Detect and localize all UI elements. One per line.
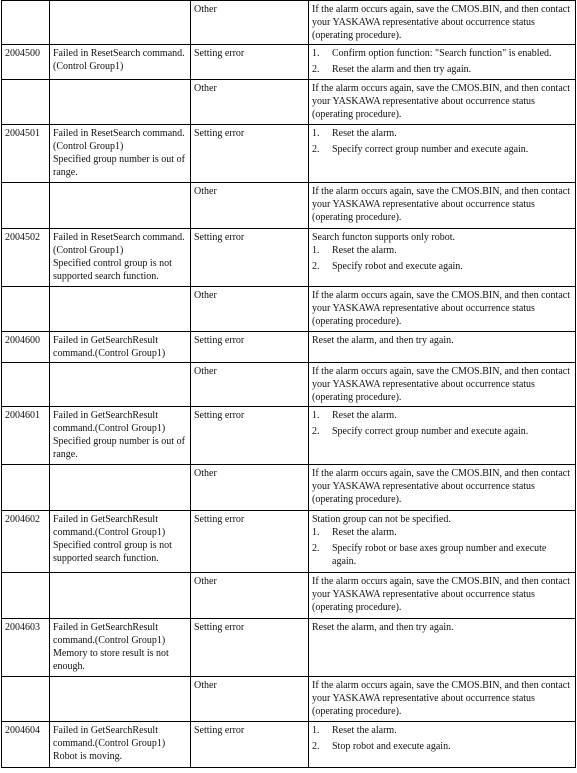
alarm-remedy-cell	[309, 511, 576, 573]
alarm-description-cell	[50, 332, 191, 363]
alarm-cause: Other	[194, 576, 217, 587]
alarm-code-cell	[2, 407, 50, 465]
remedy-step	[312, 724, 572, 737]
alarm-description-line: Robot is moving.	[53, 751, 123, 762]
remedy-step-text: Specify correct group number and execute again.	[332, 144, 529, 155]
table-row	[2, 287, 576, 332]
alarm-code-cell	[2, 619, 50, 677]
alarm-remedy-cell	[309, 677, 576, 722]
alarm-cause: Other	[194, 186, 217, 197]
alarm-table-body	[2, 1, 576, 768]
alarm-remedy-cell	[309, 363, 576, 407]
remedy-step-number: 1.	[312, 48, 320, 59]
alarm-description-cell	[50, 619, 191, 677]
alarm-remedy-cell	[309, 619, 576, 677]
table-row	[2, 125, 576, 183]
alarm-description-line: Specified control group is not supported search function.	[53, 258, 172, 282]
remedy-step-text: Specify correct group number and execute again.	[332, 426, 529, 437]
alarm-code-cell	[2, 465, 50, 511]
table-row	[2, 332, 576, 363]
remedy-step	[312, 47, 572, 60]
alarm-code-cell	[2, 677, 50, 722]
alarm-code: 2004500	[5, 48, 40, 59]
remedy-step-number: 2.	[312, 543, 320, 554]
remedy-steps	[312, 724, 572, 753]
remedy-step-number: 2.	[312, 426, 320, 437]
alarm-description-line: (Control Group1)	[53, 61, 124, 72]
alarm-cause: Other	[194, 366, 217, 377]
alarm-cause: Other	[194, 290, 217, 301]
remedy-step-text: Stop robot and execute again.	[332, 741, 451, 752]
alarm-description-line: Specified control group is not supported search function.	[53, 540, 172, 564]
alarm-description-cell	[50, 677, 191, 722]
alarm-cause-cell	[191, 80, 309, 125]
alarm-description-cell	[50, 407, 191, 465]
alarm-remedy-cell	[309, 573, 576, 619]
alarm-cause: Other	[194, 4, 217, 15]
alarm-description-line: Failed in GetSearchResult command.(Control Group1)	[53, 514, 166, 538]
alarm-cause-cell	[191, 125, 309, 183]
alarm-cause: Other	[194, 468, 217, 479]
alarm-description-cell	[50, 183, 191, 229]
table-row	[2, 511, 576, 573]
alarm-description-line: (Control Group1)	[53, 245, 124, 256]
alarm-code-cell	[2, 332, 50, 363]
alarm-description-cell	[50, 363, 191, 407]
alarm-description-cell	[50, 125, 191, 183]
remedy-text: If the alarm occurs again, save the CMOS.BIN, and then contact your YASKAWA representative about occurrence status (operating procedure).	[312, 4, 570, 41]
remedy-step-number: 1.	[312, 725, 320, 736]
alarm-cause: Setting error	[194, 725, 245, 736]
remedy-intro: Station group can not be specified.	[312, 514, 451, 525]
alarm-cause-cell	[191, 183, 309, 229]
remedy-step-text: Reset the alarm.	[332, 410, 397, 421]
remedy-step	[312, 425, 572, 438]
remedy-steps	[312, 244, 572, 273]
alarm-description-cell	[50, 465, 191, 511]
table-row	[2, 363, 576, 407]
alarm-code-cell	[2, 1, 50, 45]
remedy-steps	[312, 127, 572, 156]
table-row	[2, 619, 576, 677]
table-row	[2, 465, 576, 511]
alarm-description-cell	[50, 722, 191, 768]
alarm-code-cell	[2, 80, 50, 125]
alarm-code: 2004600	[5, 335, 40, 346]
alarm-description-line: Specified group number is out of range.	[53, 154, 185, 178]
remedy-step	[312, 244, 572, 257]
alarm-code-cell	[2, 287, 50, 332]
table-row	[2, 183, 576, 229]
table-row	[2, 45, 576, 80]
alarm-cause-cell	[191, 407, 309, 465]
alarm-code: 2004501	[5, 128, 40, 139]
remedy-step-number: 2.	[312, 741, 320, 752]
alarm-description-cell	[50, 45, 191, 80]
alarm-description-line: Memory to store result is not enough.	[53, 648, 169, 672]
alarm-code-cell	[2, 511, 50, 573]
alarm-code-cell	[2, 125, 50, 183]
alarm-description-cell	[50, 573, 191, 619]
remedy-steps	[312, 409, 572, 438]
table-row	[2, 80, 576, 125]
remedy-text: Reset the alarm, and then try again.	[312, 335, 454, 346]
table-row	[2, 573, 576, 619]
alarm-description-line: Failed in GetSearchResult command.(Control Group1)	[53, 725, 166, 749]
alarm-description-line: Failed in ResetSearch command.	[53, 232, 185, 243]
alarm-cause-cell	[191, 287, 309, 332]
alarm-description-cell	[50, 287, 191, 332]
table-row	[2, 407, 576, 465]
remedy-text: If the alarm occurs again, save the CMOS.BIN, and then contact your YASKAWA representative about occurrence status (operating procedure).	[312, 680, 570, 717]
alarm-code-cell	[2, 722, 50, 768]
table-row	[2, 1, 576, 45]
alarm-description-cell	[50, 80, 191, 125]
remedy-step	[312, 740, 572, 753]
alarm-remedy-cell	[309, 183, 576, 229]
remedy-text: If the alarm occurs again, save the CMOS.BIN, and then contact your YASKAWA representative about occurrence status (operating procedure).	[312, 83, 570, 120]
table-row	[2, 229, 576, 287]
remedy-text: If the alarm occurs again, save the CMOS.BIN, and then contact your YASKAWA representative about occurrence status (operating procedure).	[312, 186, 570, 223]
alarm-code: 2004604	[5, 725, 40, 736]
remedy-step	[312, 260, 572, 273]
alarm-code-cell	[2, 229, 50, 287]
alarm-cause: Setting error	[194, 232, 245, 243]
alarm-description-cell	[50, 1, 191, 45]
alarm-cause: Setting error	[194, 48, 245, 59]
alarm-cause-cell	[191, 619, 309, 677]
remedy-step	[312, 542, 572, 568]
remedy-text: If the alarm occurs again, save the CMOS.BIN, and then contact your YASKAWA representative about occurrence status (operating procedure).	[312, 576, 570, 613]
alarm-code-cell	[2, 183, 50, 229]
alarm-remedy-cell	[309, 407, 576, 465]
alarm-remedy-cell	[309, 722, 576, 768]
alarm-cause: Setting error	[194, 622, 245, 633]
remedy-step-text: Reset the alarm.	[332, 527, 397, 538]
remedy-step-number: 2.	[312, 64, 320, 75]
alarm-table	[1, 0, 576, 768]
alarm-cause: Setting error	[194, 410, 245, 421]
alarm-code: 2004603	[5, 622, 40, 633]
remedy-text: If the alarm occurs again, save the CMOS.BIN, and then contact your YASKAWA representative about occurrence status (operating procedure).	[312, 468, 570, 505]
alarm-code: 2004602	[5, 514, 40, 525]
alarm-description-line: Failed in ResetSearch command.	[53, 128, 185, 139]
alarm-description-line: Failed in GetSearchResult command.(Control Group1)	[53, 335, 166, 359]
alarm-remedy-cell	[309, 229, 576, 287]
remedy-step-number: 2.	[312, 261, 320, 272]
remedy-step-number: 1.	[312, 527, 320, 538]
table-row	[2, 677, 576, 722]
remedy-text: If the alarm occurs again, save the CMOS.BIN, and then contact your YASKAWA representative about occurrence status (operating procedure).	[312, 366, 570, 403]
remedy-step-number: 1.	[312, 410, 320, 421]
table-row	[2, 722, 576, 768]
remedy-step-text: Reset the alarm.	[332, 725, 397, 736]
remedy-step-text: Reset the alarm and then try again.	[332, 64, 472, 75]
alarm-remedy-cell	[309, 465, 576, 511]
alarm-code: 2004601	[5, 410, 40, 421]
remedy-step-number: 1.	[312, 245, 320, 256]
alarm-cause-cell	[191, 229, 309, 287]
alarm-code: 2004502	[5, 232, 40, 243]
alarm-cause-cell	[191, 332, 309, 363]
alarm-remedy-cell	[309, 1, 576, 45]
remedy-step-text: Specify robot or base axes group number and execute again.	[332, 543, 547, 567]
remedy-text: Reset the alarm, and then try again.	[312, 622, 454, 633]
alarm-cause: Setting error	[194, 335, 245, 346]
remedy-step	[312, 409, 572, 422]
alarm-code-cell	[2, 363, 50, 407]
remedy-steps	[312, 526, 572, 568]
alarm-code-cell	[2, 573, 50, 619]
alarm-code-cell	[2, 45, 50, 80]
alarm-cause: Other	[194, 680, 217, 691]
alarm-description-line: (Control Group1)	[53, 141, 124, 152]
alarm-description-line: Failed in GetSearchResult command.(Control Group1)	[53, 622, 166, 646]
alarm-description-cell	[50, 229, 191, 287]
alarm-cause-cell	[191, 722, 309, 768]
alarm-cause-cell	[191, 511, 309, 573]
alarm-cause-cell	[191, 573, 309, 619]
remedy-step-text: Reset the alarm.	[332, 245, 397, 256]
alarm-cause: Other	[194, 83, 217, 94]
alarm-remedy-cell	[309, 45, 576, 80]
alarm-cause: Setting error	[194, 514, 245, 525]
remedy-step	[312, 63, 572, 76]
alarm-description-line: Specified group number is out of range.	[53, 436, 185, 460]
remedy-steps	[312, 47, 572, 76]
remedy-step-text: Reset the alarm.	[332, 128, 397, 139]
alarm-description-line: Failed in GetSearchResult command.(Control Group1)	[53, 410, 166, 434]
alarm-cause-cell	[191, 1, 309, 45]
alarm-remedy-cell	[309, 125, 576, 183]
alarm-description-cell	[50, 511, 191, 573]
alarm-remedy-cell	[309, 80, 576, 125]
remedy-step-number: 1.	[312, 128, 320, 139]
remedy-step	[312, 127, 572, 140]
remedy-intro: Search functon supports only robot.	[312, 232, 456, 243]
alarm-remedy-cell	[309, 332, 576, 363]
alarm-cause-cell	[191, 677, 309, 722]
remedy-text: If the alarm occurs again, save the CMOS.BIN, and then contact your YASKAWA representative about occurrence status (operating procedure).	[312, 290, 570, 327]
remedy-step	[312, 143, 572, 156]
remedy-step-number: 2.	[312, 144, 320, 155]
remedy-step	[312, 526, 572, 539]
alarm-cause-cell	[191, 465, 309, 511]
alarm-remedy-cell	[309, 287, 576, 332]
alarm-cause-cell	[191, 45, 309, 80]
remedy-step-text: Confirm option function: "Search function" is enabled.	[332, 48, 552, 59]
alarm-cause: Setting error	[194, 128, 245, 139]
remedy-step-text: Specify robot and execute again.	[332, 261, 463, 272]
alarm-description-line: Failed in ResetSearch command.	[53, 48, 185, 59]
alarm-cause-cell	[191, 363, 309, 407]
